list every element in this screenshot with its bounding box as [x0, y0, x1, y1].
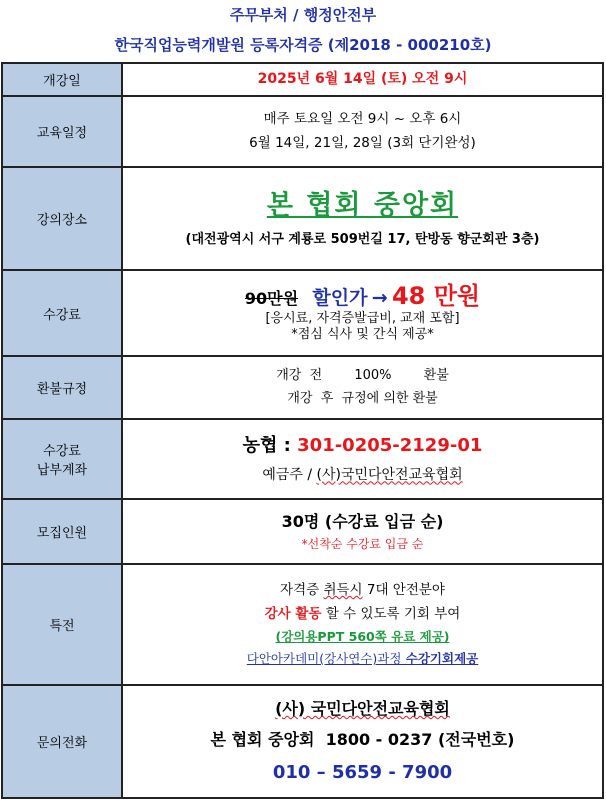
- label-account-line2: 납부계좌: [36, 463, 88, 478]
- venue-name: 본 협회 중앙회: [266, 189, 459, 221]
- original-price: 90만원: [244, 288, 299, 308]
- recruit-count: 30명 (수강료 입금 순): [281, 511, 444, 531]
- refund-percent: 100%: [354, 367, 392, 383]
- row-refund: [2, 356, 603, 419]
- schedule-line1: 매주 토요일 오전 9시 ~ 오후 6시: [263, 110, 462, 127]
- row-venue: [2, 167, 603, 270]
- benefit-ppt: (강의용PPT 560쪽 유료 제공): [275, 629, 450, 645]
- holder-prefix: 예금주 /: [262, 467, 317, 484]
- document-header: [0, 0, 606, 62]
- value-schedule: [122, 96, 603, 167]
- contact-org-name: (사) 국민다안전교육협회: [275, 698, 450, 718]
- label-schedule: 교육일정: [2, 96, 122, 167]
- refund-word: 환불: [423, 367, 449, 383]
- refund-before-label: 개강 전: [276, 367, 323, 383]
- start-date-text: 2025년 6월 14일 (토) 오전 9시: [257, 71, 468, 88]
- label-venue: 강의장소: [2, 167, 122, 270]
- value-fee: [122, 270, 603, 356]
- row-schedule: [2, 96, 603, 167]
- benefit-academy: 다안아카데미(강사연수)과정: [246, 651, 402, 667]
- contact-org: [123, 693, 602, 724]
- venue-address: (대전광역시 서구 계룡로 509번길 17, 탄방동 향군회관 3층): [185, 231, 540, 247]
- label-account: [2, 419, 122, 499]
- label-fee: 수강료: [2, 270, 122, 356]
- fee-includes: [응시료, 자격증발급비, 교재 포함]: [265, 310, 460, 326]
- benefit-line1-c: 7대 안전분야: [362, 582, 445, 598]
- discount-label: 할인가: [312, 286, 368, 309]
- account-number: 301-0205-2129-01: [297, 435, 483, 457]
- course-info-table: [1, 62, 604, 799]
- value-venue: [122, 167, 603, 270]
- benefit-opportunity: 수강기회제공: [401, 651, 479, 667]
- value-refund: [122, 356, 603, 419]
- row-fee: [2, 270, 603, 356]
- discount-price: 48 만원: [391, 281, 481, 310]
- label-account-line1: 수강료: [43, 444, 81, 459]
- value-start-date: [122, 63, 603, 96]
- label-contact: 문의전화: [2, 685, 122, 798]
- refund-after: 개강 후 규정에 의한 환불: [287, 390, 438, 406]
- schedule-line2: 6월 14일, 21일, 28일 (3회 단기완성): [249, 134, 476, 151]
- benefit-line1-a: 자격증: [280, 582, 324, 598]
- contact-hq-phone: 본 협회 중앙회 1800 - 0237 (전국번호): [210, 729, 515, 749]
- row-recruit: [2, 499, 603, 564]
- value-recruit: [122, 499, 603, 564]
- benefit-line1-b: 취득시: [323, 582, 363, 598]
- arrow-icon: →: [371, 286, 388, 309]
- label-recruit: 모집인원: [2, 499, 122, 564]
- row-account: [2, 419, 603, 499]
- certificate-registration: 한국직업능력개발원 등록자격증 (제2018 - 000210호): [114, 36, 492, 54]
- row-start-date: [2, 63, 603, 96]
- recruit-note: *선착순 수강료 입금 순: [301, 536, 424, 551]
- row-contact: [2, 685, 603, 798]
- contact-mobile: 010 – 5659 - 7900: [272, 762, 453, 784]
- label-start-date: 개강일: [2, 63, 122, 96]
- value-contact: [122, 685, 603, 798]
- account-holder: (사)국민다안전교육협회: [316, 467, 463, 484]
- value-account: [122, 419, 603, 499]
- label-refund: 환불규정: [2, 356, 122, 419]
- fee-meal-note: *점심 식사 및 간식 제공*: [291, 327, 434, 343]
- benefit-instructor: 강사 활동: [264, 605, 322, 622]
- ministry-title: 주무부처 / 행정안전부: [229, 6, 377, 24]
- value-benefit: [122, 564, 603, 685]
- label-benefit: 특전: [2, 564, 122, 685]
- bank-name: 농협 :: [242, 435, 291, 457]
- row-benefit: [2, 564, 603, 685]
- benefit-line2-b: 할 수 있도록 기회 부여: [321, 605, 461, 622]
